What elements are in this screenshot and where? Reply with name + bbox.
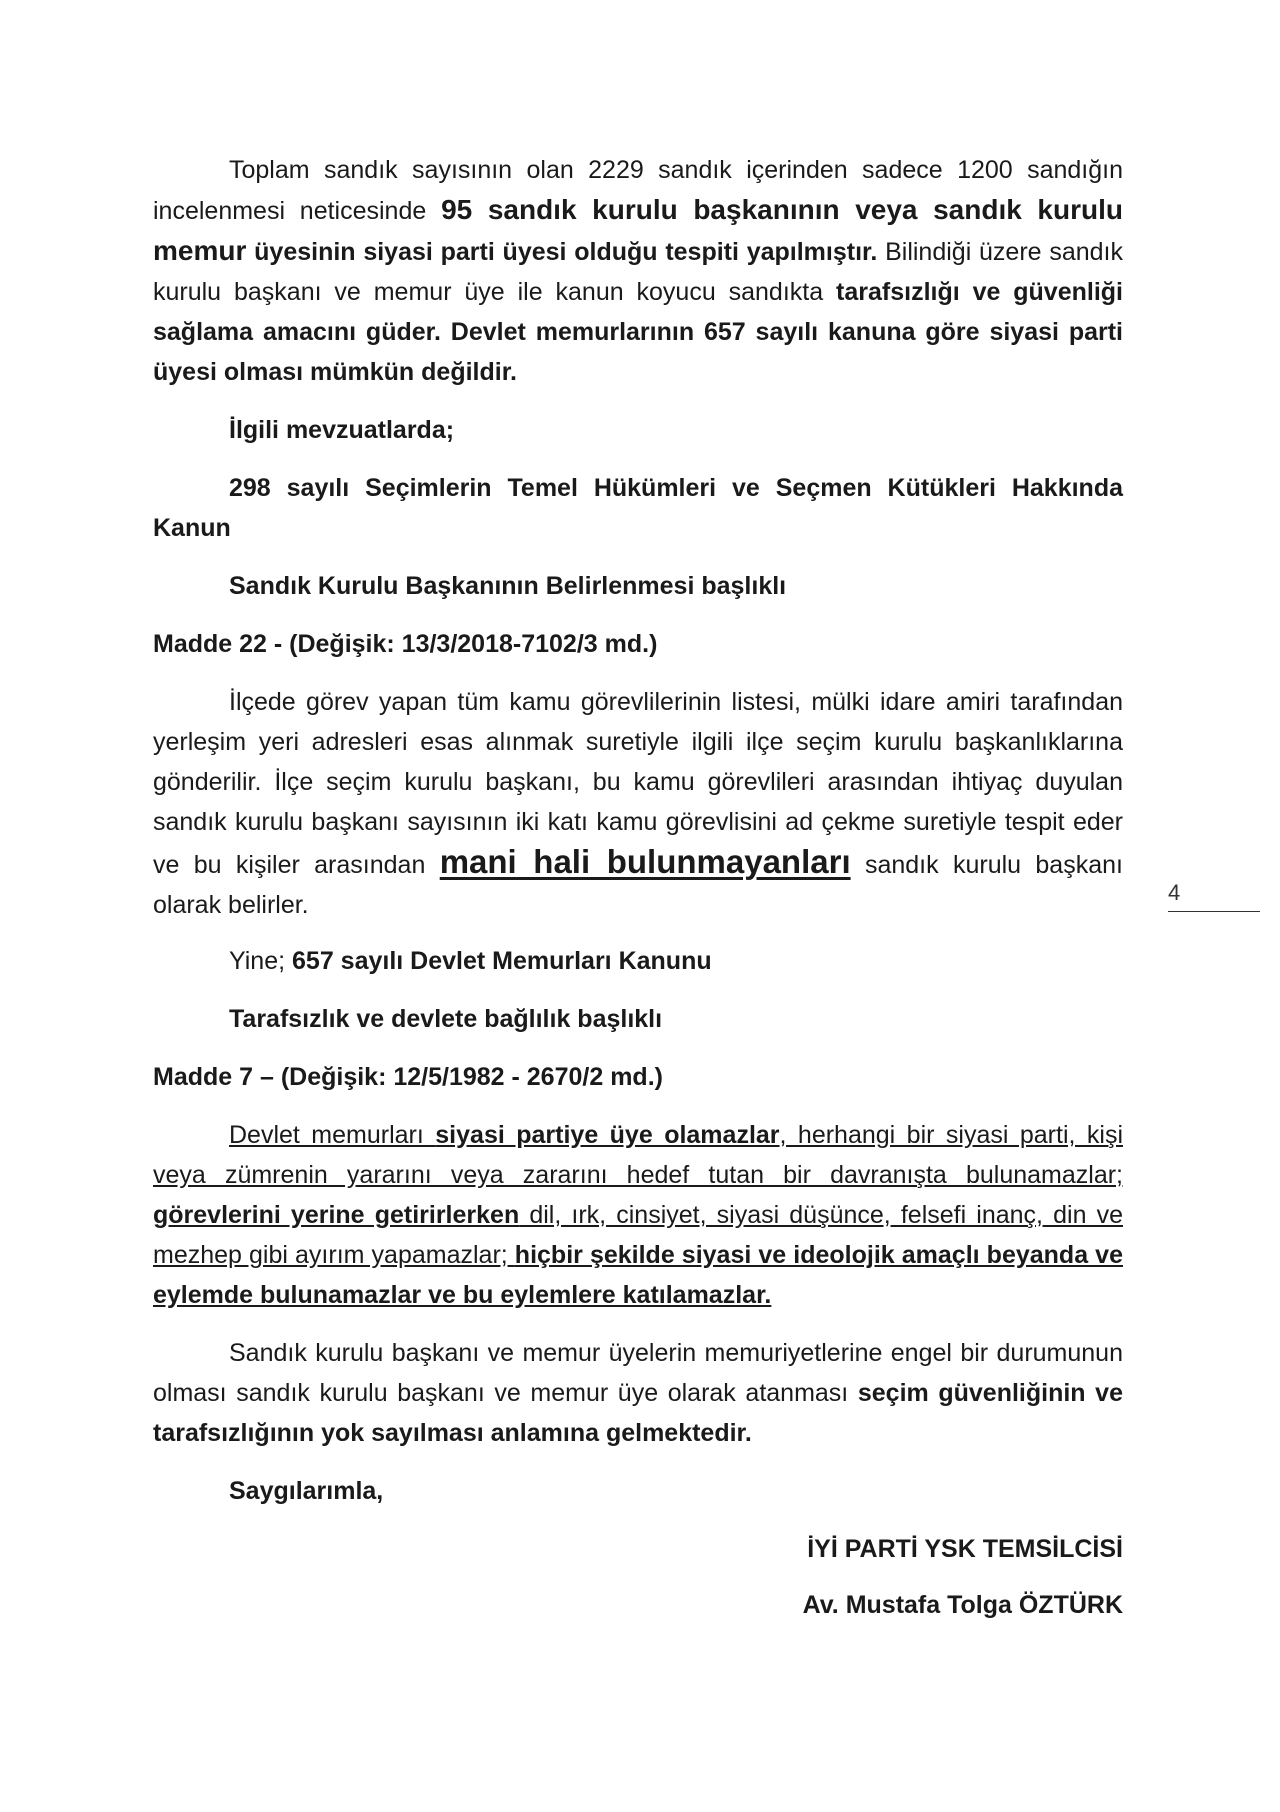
article-7-part-d: görevlerini yerine getirirlerken — [153, 1201, 520, 1229]
article-7-part-f: hiçbir şekilde siyasi ve ideolojik amaçlı beyanda ve eylemde bulunamazlar ve bu eylemlere katılamazlar. — [153, 1241, 1123, 1309]
related-legislation-text: İlgili mevzuatlarda; — [229, 416, 455, 444]
page-number-rule — [1168, 911, 1260, 912]
article-7-part-a: Devlet memurları — [229, 1121, 436, 1149]
law-657-title: 657 sayılı Devlet Memurları Kanunu — [292, 947, 712, 975]
page-number: 4 — [1168, 880, 1181, 905]
article-7-part-e: dil, ırk, cinsiyet, siyasi düşünce, felsefi inanç, din ve mezhep gibi ayırım yapamazlar; — [153, 1201, 1123, 1269]
findings-purpose: Bilindiği üzere sandık kurulu başkanı ve memur üye ile kanun koyucu sandıkta — [153, 238, 1123, 306]
section-heading-ballot-chair — [153, 566, 1123, 606]
conclusion-paragraph — [153, 1333, 1123, 1453]
article-7-heading — [153, 1057, 1123, 1097]
signature-title-text: İYİ PARTİ YSK TEMSİLCİSİ — [807, 1535, 1123, 1563]
article-7-part-c: , herhangi bir siyasi parti, kişi veya zümrenin yararını veya zararını hedef tutan bir davranışta bulunamazlar; — [153, 1121, 1123, 1189]
article-7-paragraph — [153, 1115, 1123, 1315]
article-22-tail: sandık kurulu başkanı olarak belirler. — [153, 851, 1123, 919]
article-22-paragraph — [153, 682, 1123, 925]
conclusion-emphasis: seçim güvenliğinin ve tarafsızlığının yok sayılması anlamına gelmektedir. — [153, 1379, 1123, 1447]
conclusion-text: Sandık kurulu başkanı ve memur üyelerin memuriyetlerine engel bir durumunun olması sandık kurulu başkanı ve memur üye olarak atanması — [153, 1339, 1123, 1407]
article-22-emphasis: mani hali bulunmayanları — [439, 843, 851, 880]
signature-title — [153, 1529, 1123, 1569]
findings-neutrality: tarafsızlığı ve güvenliği sağlama amacını güder. Devlet memurlarının 657 sayılı kanuna göre siyasi parti üyesi olması mümkün değildir. — [153, 278, 1123, 386]
paragraph-findings — [153, 150, 1123, 392]
article-7-part-b: siyasi partiye üye olamazlar — [435, 1121, 780, 1149]
document-body — [153, 150, 1123, 1625]
signature-name-text: Av. Mustafa Tolga ÖZTÜRK — [802, 1591, 1123, 1619]
findings-text: Toplam sandık sayısının olan 2229 sandık içerinden sadece 1200 sandığın incelenmesi neticesinde — [153, 156, 1123, 225]
law-657-prefix: Yine; — [229, 947, 293, 975]
article-22-heading — [153, 624, 1123, 664]
article-22-body: İlçede görev yapan tüm kamu görevlilerinin listesi, mülki idare amiri tarafından yerleşim yeri adresleri esas alınmak suretiyle ilgili ilçe seçim kurulu başkanlıklarına gönderilir. İlçe seçim kurulu başkanı, bu kamu görevlileri arasından ihtiyaç duyulan sandık kurulu başkanı sayısının iki katı kamu görevlisini ad çekme suretiyle tespit eder ve bu kişiler arasından — [153, 688, 1123, 879]
related-legislation-heading — [153, 410, 1123, 450]
findings-emphasis: 95 sandık kurulu başkanının veya sandık kurulu memur — [153, 194, 1123, 266]
law-298-text: 298 sayılı Seçimlerin Temel Hükümleri ve Seçmen Kütükleri Hakkında Kanun — [153, 474, 1123, 542]
law-298-title — [153, 468, 1123, 548]
section-heading-neutrality-text: Tarafsızlık ve devlete bağlılık başlıklı — [229, 1005, 663, 1033]
closing-text: Saygılarımla, — [229, 1477, 384, 1505]
section-heading-neutrality — [153, 999, 1123, 1039]
closing-salutation — [153, 1471, 1123, 1511]
section-heading-ballot-chair-text: Sandık Kurulu Başkanının Belirlenmesi başlıklı — [229, 572, 787, 600]
findings-conclusion: üyesinin siyasi parti üyesi olduğu tespiti yapılmıştır. — [246, 238, 878, 266]
signature-name — [153, 1585, 1123, 1625]
law-657-reference — [153, 941, 1123, 981]
article-7-text: Madde 7 – (Değişik: 12/5/1982 - 2670/2 md.) — [153, 1063, 663, 1091]
article-22-text: Madde 22 - (Değişik: 13/3/2018-7102/3 md.) — [153, 630, 658, 658]
